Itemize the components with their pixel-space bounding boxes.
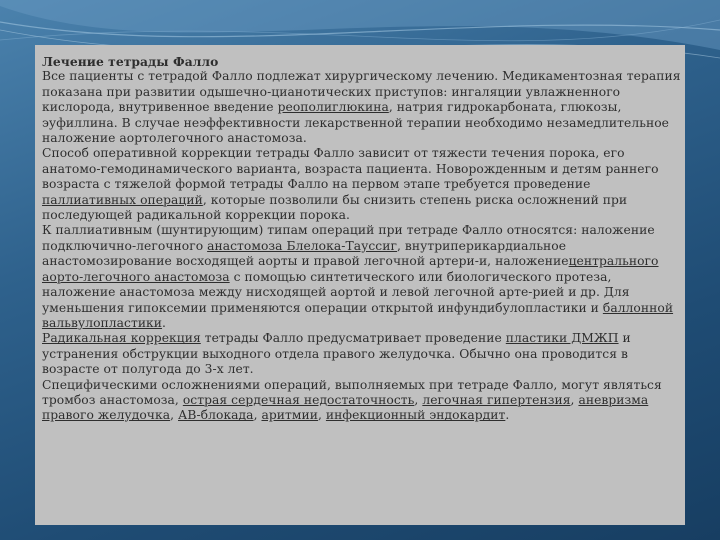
link-radical-correction[interactable]: Радикальная коррекция — [42, 331, 201, 346]
text-run: с помощью синтетического или биологического протеза, наложение анастомоза между нисходящей аортой и левой легочной арте-рией и др. Для уменьшения гипоксемии применяются операции открытой инфундибулопластики и — [42, 269, 630, 315]
text-run: , — [170, 408, 179, 423]
link-pulmonary-hypertension[interactable]: легочная гипертензия — [422, 392, 571, 407]
text-run: и устранения обструкции выходного отдела правого желудочка. Обычно она проводится в возрасте от полугода до 3-х лет. — [42, 331, 631, 377]
text-run: , которые позволили бы снизить степень риска осложнений при последующей радикальной коррекции порока. — [42, 192, 628, 223]
link-acute-heart-failure[interactable]: острая сердечная недостаточность — [182, 392, 415, 407]
paragraph-palliative-types — [42, 223, 682, 331]
link-arrhythmia[interactable]: аритмии — [261, 408, 318, 423]
link-endocarditis[interactable]: инфекционный эндокардит — [325, 408, 506, 423]
slide-title: Лечение тетрады Фалло — [42, 54, 219, 69]
paragraph-complications — [42, 378, 682, 424]
paragraph-radical-correction — [42, 331, 682, 377]
link-central-anastomosis[interactable]: центрального аорто-легочного анастомоза — [42, 254, 659, 284]
text-run: Специфическими осложнениями операций, выполняемых при тетраде Фалло, могут являться тромбоз анастомоза, — [42, 377, 662, 407]
text-run: , натрия гидрокарбоната, глюкозы, эуфиллина. В случае неэффективности лекарственной терапии необходимо незамедлительное наложение аортолегочного анастомоза. — [42, 100, 669, 146]
text-run: К паллиативным (шунтирующим) типам операций при тетраде Фалло относятся: наложение подключично-легочного — [42, 223, 655, 253]
text-run: , — [414, 392, 423, 407]
link-blalock-taussig[interactable]: анастомоза Блелока-Тауссиг — [207, 238, 397, 253]
text-run: . — [505, 408, 510, 423]
slide-text — [42, 54, 682, 424]
text-run: , внутриперикардиальное анастомозирование восходящей аорты и правой легочной артери-и, наложение — [42, 238, 569, 269]
text-run: Все пациенты с тетрадой Фалло подлежат хирургическому лечению. Медикаментозная терапия показана при развитии одышечно-цианотических приступов: ингаляции увлажненного кислорода, внутривенное введение — [42, 69, 681, 115]
text-run: Способ оперативной коррекции тетрады Фалло зависит от тяжести течения порока, его анатомо-гемодинамического варианта, возраста пациента. Новорожденным и детям раннего возраста с тяжелой формой тетрады Фалло на первом этапе требуется проведение — [42, 146, 659, 192]
paragraph-surgery-method — [42, 146, 682, 223]
link-rv-aneurysm[interactable]: аневризма правого желудочка — [42, 392, 649, 423]
text-run: , — [318, 408, 326, 423]
link-balloon-valvuloplasty[interactable]: баллонной вальвулопластики — [42, 300, 674, 330]
link-av-block[interactable]: АВ-блокада — [178, 408, 254, 423]
link-vsd-plasty[interactable]: пластики ДМЖП — [505, 331, 619, 346]
paragraph-treatment — [42, 69, 682, 146]
text-run: тетрады Фалло предусматривает проведение — [200, 331, 506, 346]
content-panel — [35, 45, 685, 525]
link-reopoliglyukin[interactable]: реополиглюкина — [277, 100, 389, 115]
text-run: . — [162, 315, 167, 330]
link-palliative-operations[interactable]: паллиативных операций — [42, 192, 203, 207]
text-run: , — [570, 392, 579, 407]
text-run: , — [253, 408, 262, 423]
